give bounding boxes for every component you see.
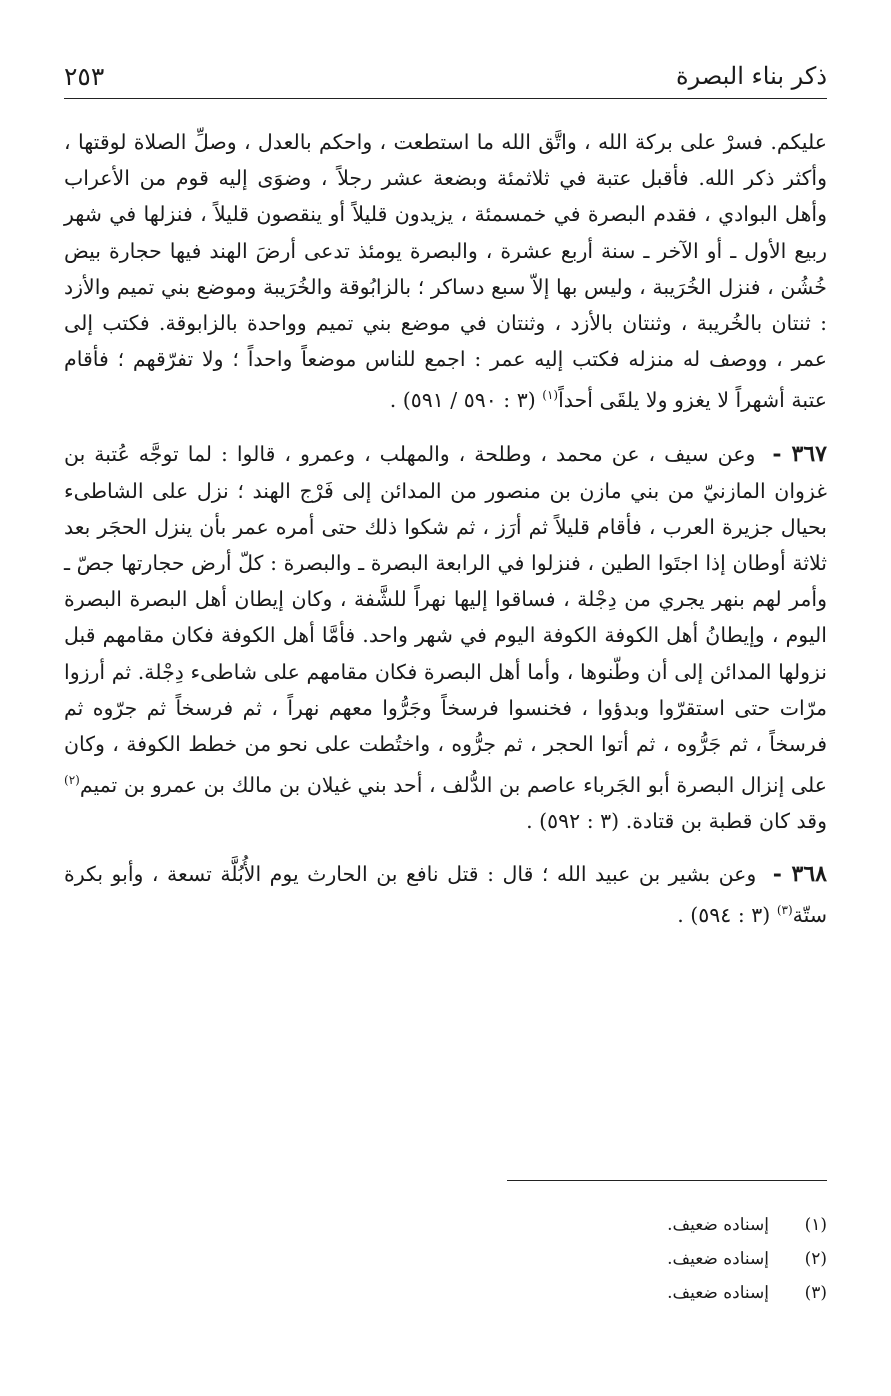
footnote-text: إسناده ضعيف. (667, 1283, 769, 1303)
footnote (427, 1208, 827, 1242)
paragraph-text-continued: وقد كان قطبة بن قتادة. (625, 809, 827, 834)
footnote-number: (٢) (804, 1249, 827, 1269)
footnote-marker: (٢) (64, 773, 80, 788)
footnote-marker: (٣) (776, 902, 793, 917)
footnote-number: (١) (804, 1215, 827, 1235)
source-reference: (٣ : ٥٩٠ / ٥٩١) . (389, 388, 536, 413)
paragraph-text: عليكم. فسرْ على بركة الله ، واتَّق الله ما استطعت ، واحكم بالعدل ، وصلِّ الصلاة لوقتها ، وأكثر ذكر الله. فأقبل عتبة في ثلاثمئة وبضعة عشر رجلاً ، وضوَى إليه قوم من الأعراب وأهل البوادي ، فقدم البصرة في خمسمئة ، يزيدون قليلاً أو ينقصون قليلاً ، فنزلها في شهر ربيع الأول ـ أو الآخر ـ سنة أربع عشرة ، والبصرة يومئذ تدعى أرضَ الهند فيها حجارة بيض خُشُن ، فنزل الخُرَيبة ، وليس بها إلاّ سبع دساكر ؛ بالزابُوقة والخُرَيبة وموضع بني تميم والأزد : ثنتان بالخُريبة ، وثنتان بالأزد ، وثنتان في موضع بني تميم وواحدة بالزابوقة. فكتب إلى عمر ، ووصف له منزله فكتب إليه عمر : اجمع للناس موضعاً واحداً ؛ ولا تفرّقهم ؛ فأقام عتبة أشهراً لا يغزو ولا يلقَى أحداً (64, 130, 827, 413)
footnote-divider (507, 1180, 827, 1181)
paragraph-text: وعن بشير بن عبيد الله ؛ قال : قتل نافع بن الحارث يوم الأُبُلَّة تسعة ، وأبو بكرة ستّة (64, 861, 827, 927)
footnote-marker: (١) (542, 388, 559, 403)
footnote (427, 1276, 827, 1310)
running-header (64, 54, 827, 99)
paragraph-text: وعن سيف ، عن محمد ، وطلحة ، والمهلب ، وعمرو ، قالوا : لما توجَّه عُتبة بن غزوان المازنيّ من بني مازن بن منصور من المدائن إلى فَرْج الهند ؛ نزل على الشاطىء بحيال جزيرة العرب ، فأقام قليلاً ثم أرَز ، ثم شكوا ذلك حتى أمره عمر بأن ينزل الحجَر بعد ثلاثة أوطان إذا اجتَوا الطين ، فنزلوا في الرابعة البصرة ـ والبصرة : كلّ أرض حجارتها جصّ ـ وأمر لهم بنهر يجري من دِجْلة ، فساقوا إليها نهراً للشَّفة ، وكان إيطان أهل البصرة البصرة اليوم ، وإيطانُ أهل الكوفة الكوفة اليوم في شهر واحد. فأمَّا أهل الكوفة فكان مقامهم قبل نزولها المدائن إلى أن وطّنوها ، وأما أهل البصرة فكان مقامهم على شاطىء دِجْلة. ثم أرزوا مرّات حتى استقرّوا وبدؤوا ، فخنسوا فرسخاً وجَرُّوا معهم نهراً ، ثم فرسخاً ثم جرّوه ثم فرسخاً ، ثم جَرُّوه ، ثم أتوا الحجر ، ثم جرُّوه ، واختُطت على نحو من خطط الكوفة ، وكان على إنزال البصرة أبو الجَرباء عاصم بن الدُّلف ، أحد بني غيلان بن مالك بن عمرو بن تميم (64, 442, 827, 798)
footnotes (427, 1208, 827, 1310)
source-reference: (٣ : ٥٩٤) . (677, 902, 771, 927)
footnote-text: إسناده ضعيف. (667, 1249, 769, 1269)
source-reference: (٣ : ٥٩٢) . (526, 809, 620, 834)
main-text (64, 124, 827, 933)
footnote-text: إسناده ضعيف. (667, 1215, 769, 1235)
footnote-number: (٣) (804, 1283, 827, 1303)
footnote (427, 1242, 827, 1276)
page-number: ٢٥٣ (64, 61, 105, 91)
paragraph-367 (64, 436, 827, 839)
paragraph-continued (64, 124, 827, 418)
paragraph-number: ٣٦٨ - (772, 860, 827, 887)
paragraph-number: ٣٦٧ - (772, 441, 827, 468)
paragraph-368 (64, 856, 827, 933)
running-title: ذكر بناء البصرة (676, 62, 827, 90)
